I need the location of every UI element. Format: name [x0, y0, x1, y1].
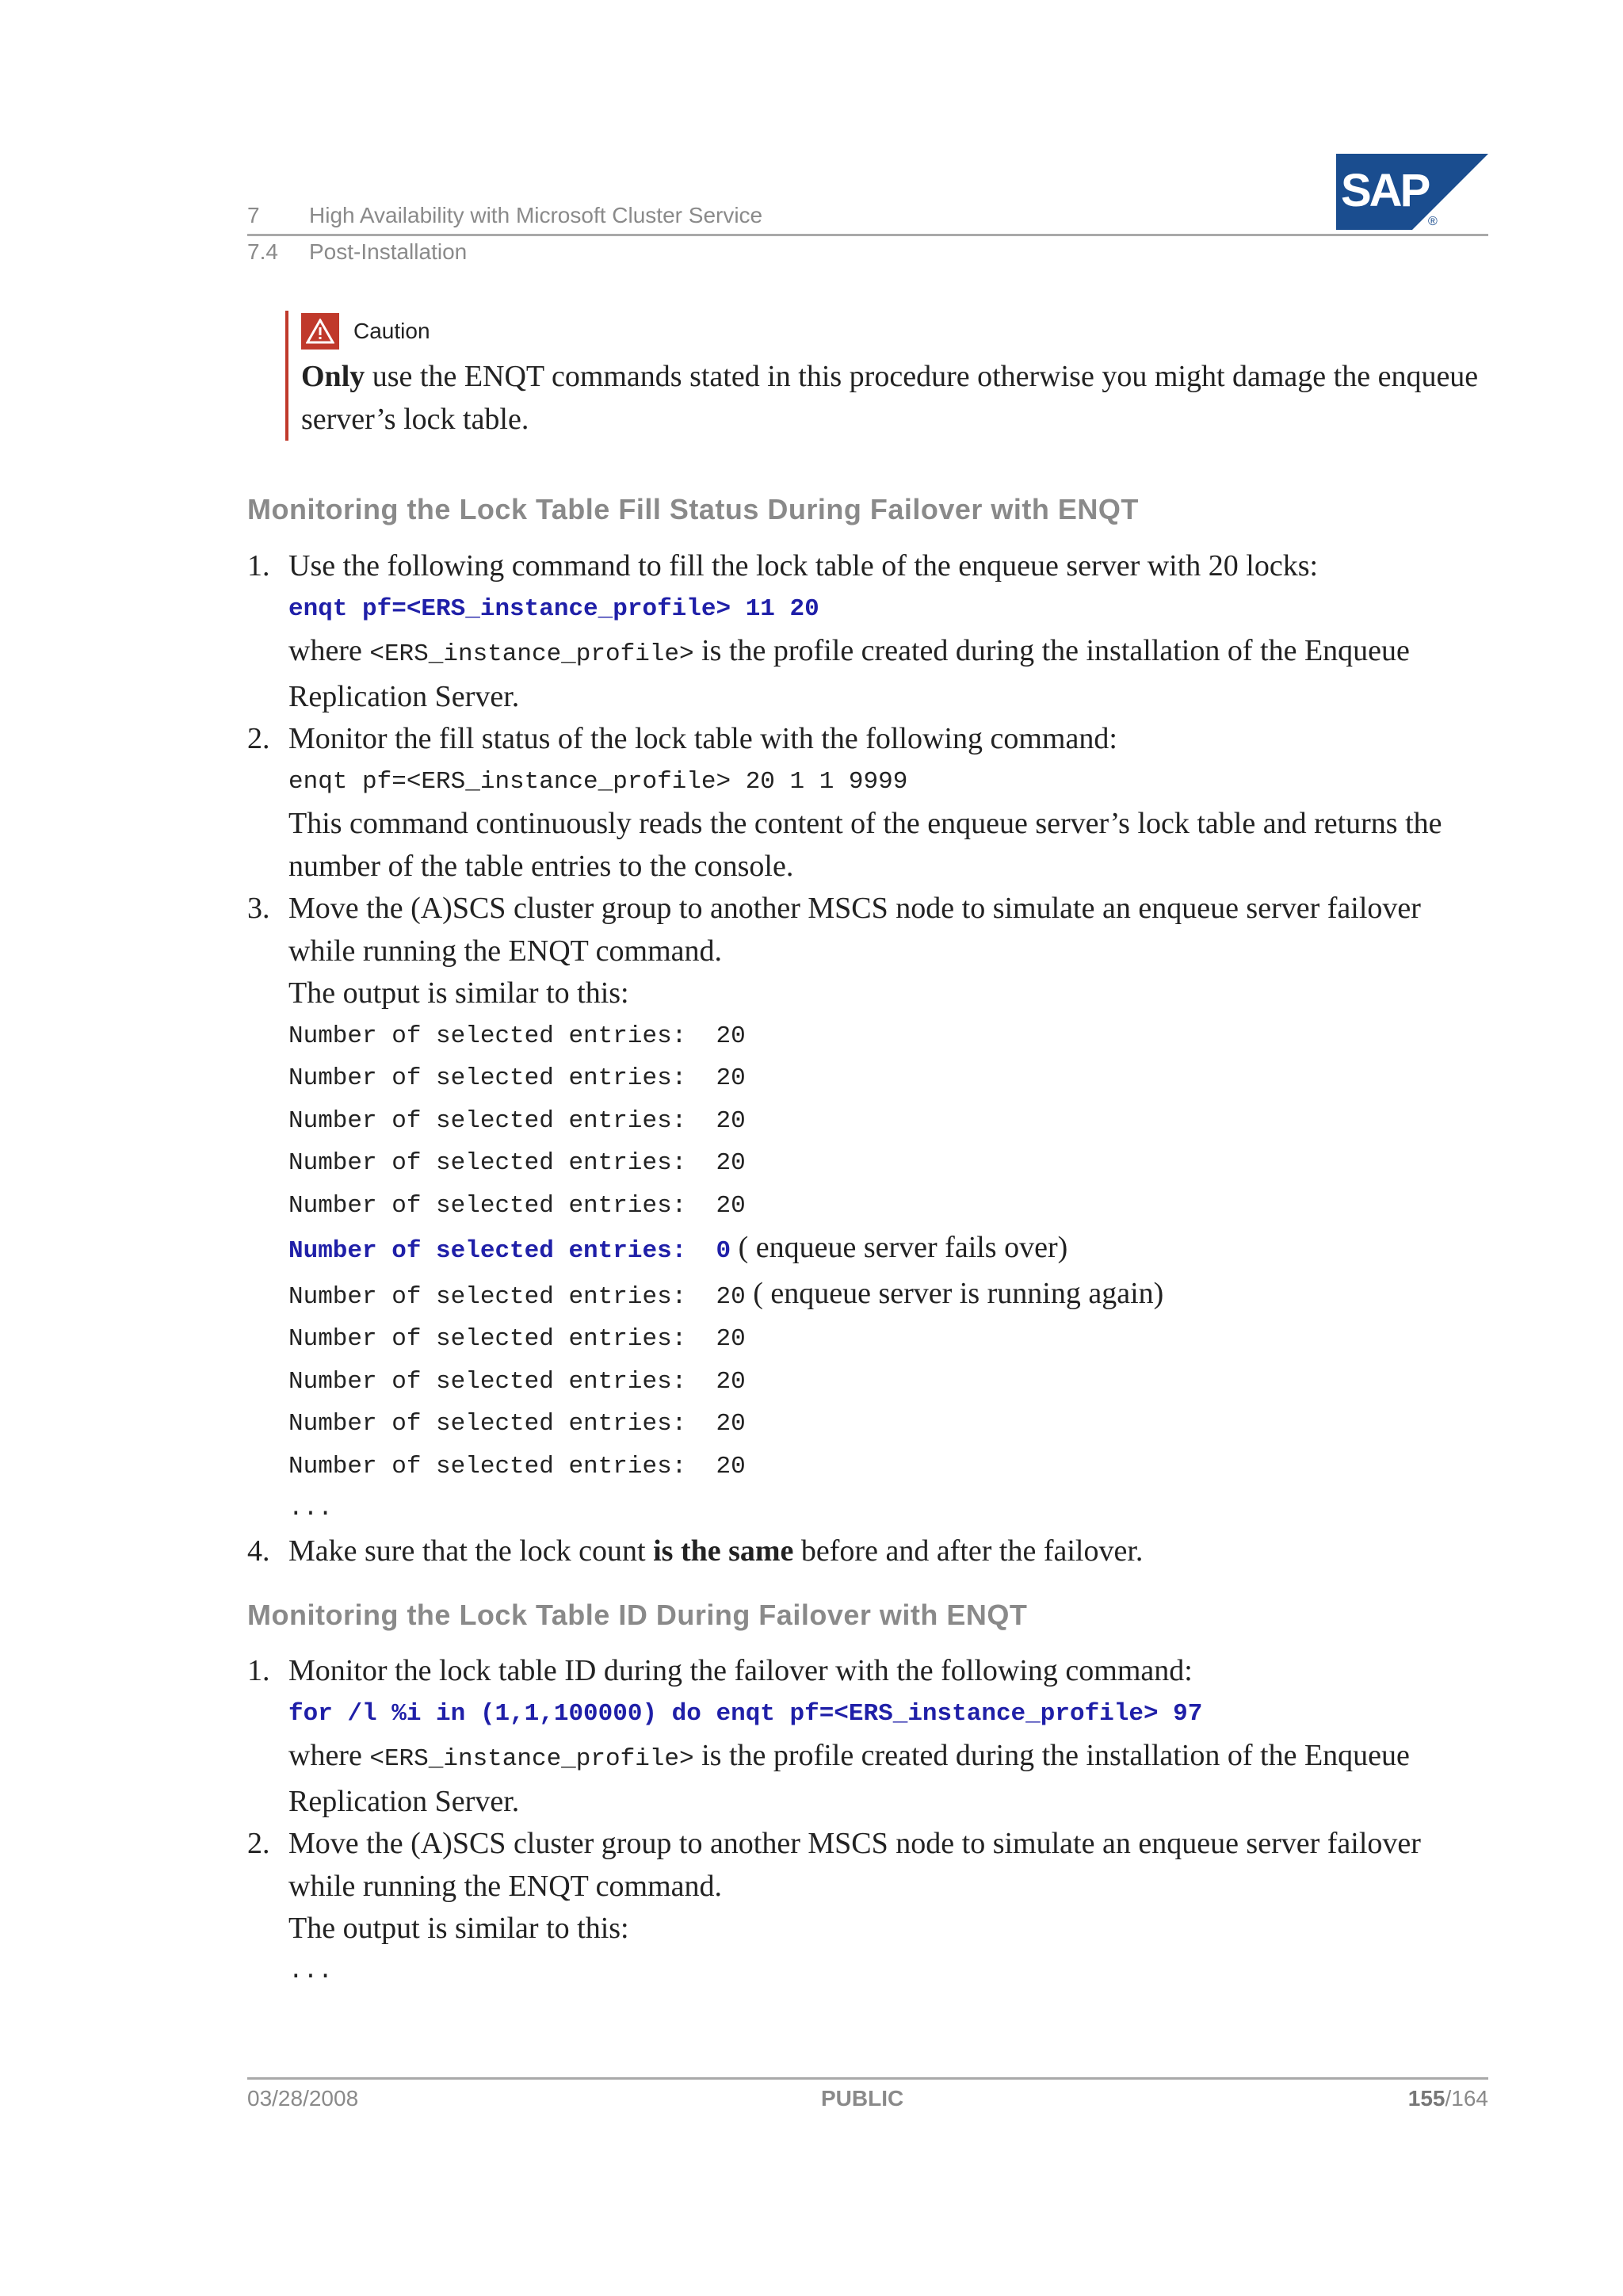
- step-number: 3.: [247, 892, 270, 925]
- footer-date: 03/28/2008: [247, 2086, 359, 2111]
- list-item: [247, 545, 1488, 718]
- total-pages: /164: [1445, 2086, 1488, 2111]
- step-number: 1.: [247, 549, 270, 583]
- fill-status-steps: [247, 545, 1488, 1572]
- output-line: Number of selected entries: 20: [288, 1064, 746, 1092]
- header-rule: [247, 234, 1488, 236]
- where-desc: is the profile created during the installation of the Enqueue Replication Server.: [288, 634, 1410, 713]
- console-output: [288, 1015, 1488, 1530]
- output-intro: The output is similar to this:: [288, 1912, 629, 1945]
- output-ellipsis: ...: [288, 1957, 333, 1985]
- where-text: where: [288, 1739, 370, 1772]
- list-item: [247, 1530, 1488, 1573]
- where-text: where: [288, 634, 370, 667]
- running-header-chapter: [247, 203, 762, 228]
- profile-code: <ERS_instance_profile>: [369, 640, 694, 668]
- step-text-bold: is the same: [653, 1534, 794, 1568]
- output-line: Number of selected entries: 20: [288, 1106, 746, 1135]
- output-line-recovered: [288, 1273, 1488, 1319]
- step-text: Move the (A)SCS cluster group to another MSCS node to simulate an enqueue server failover while running the ENQT command.: [288, 892, 1421, 968]
- list-item: [247, 1650, 1488, 1823]
- sap-logo: [1336, 154, 1488, 230]
- list-item: [247, 718, 1488, 888]
- output-line: Number of selected entries: 20: [288, 1325, 746, 1353]
- page-number: [1408, 2086, 1488, 2111]
- output-line: Number of selected entries: 20: [288, 1410, 746, 1438]
- footer-rule: [247, 2077, 1488, 2080]
- output-line-text: Number of selected entries: 20: [288, 1282, 746, 1311]
- section-number: 7.4: [247, 239, 278, 264]
- running-again-note: ( enqueue server is running again): [745, 1276, 1164, 1310]
- caution-label: Caution: [353, 319, 430, 343]
- output-line-failover: [288, 1227, 1488, 1273]
- step-text: Use the following command to fill the lock table of the enqueue server with 20 locks:: [288, 549, 1319, 583]
- output-line: Number of selected entries: 20: [288, 1022, 746, 1050]
- output-line-text: Number of selected entries: 0: [288, 1237, 731, 1265]
- failover-note: ( enqueue server fails over): [731, 1231, 1068, 1264]
- command-code: for /l %i in (1,1,100000) do enqt pf=<ERS_instance_profile> 97: [288, 1699, 1203, 1728]
- output-line: Number of selected entries: 20: [288, 1452, 746, 1480]
- section-title: Post-Installation: [309, 239, 468, 264]
- output-ellipsis: ...: [288, 1495, 333, 1522]
- step-text: Monitor the fill status of the lock table with the following command:: [288, 722, 1117, 755]
- caution-body-text: use the ENQT commands stated in this procedure otherwise you might damage the enqueue server’s lock table.: [301, 360, 1479, 436]
- step-text: Make sure that the lock count: [288, 1534, 654, 1568]
- section-heading-lock-table-id: Monitoring the Lock Table ID During Failover with ENQT: [247, 1599, 1028, 1631]
- chapter-title: High Availability with Microsoft Cluster Service: [309, 203, 763, 227]
- step-number: 4.: [247, 1534, 270, 1568]
- output-intro: The output is similar to this:: [288, 976, 629, 1010]
- chapter-number: 7: [247, 203, 260, 227]
- caution-header: [301, 311, 1490, 352]
- current-page: 155: [1407, 2086, 1445, 2111]
- output-line: Number of selected entries: 20: [288, 1149, 746, 1177]
- command-code: enqt pf=<ERS_instance_profile> 11 20: [288, 594, 819, 623]
- caution-box: [285, 311, 1490, 441]
- step-number: 2.: [247, 722, 270, 755]
- output-line: Number of selected entries: 20: [288, 1367, 746, 1396]
- list-item: [247, 888, 1488, 1530]
- output-line: Number of selected entries: 20: [288, 1191, 746, 1220]
- step-number: 2.: [247, 1827, 270, 1860]
- section-heading-fill-status: Monitoring the Lock Table Fill Status During Failover with ENQT: [247, 493, 1139, 525]
- caution-bold-lead: Only: [301, 360, 365, 393]
- step-text: Move the (A)SCS cluster group to another MSCS node to simulate an enqueue server failover while running the ENQT command.: [288, 1827, 1421, 1903]
- footer-classification: PUBLIC: [821, 2086, 904, 2111]
- warning-icon: [301, 313, 339, 350]
- running-header-section: [247, 239, 467, 265]
- step-number: 1.: [247, 1654, 270, 1687]
- svg-text:®: ®: [1428, 215, 1438, 228]
- step-text: Monitor the lock table ID during the failover with the following command:: [288, 1654, 1193, 1687]
- sap-logo-text: SAP: [1341, 165, 1429, 216]
- where-desc: is the profile created during the installation of the Enqueue Replication Server.: [288, 1739, 1410, 1818]
- command-code: enqt pf=<ERS_instance_profile> 20 1 1 9999: [288, 767, 908, 796]
- step-text-end: before and after the failover.: [793, 1534, 1144, 1568]
- step-explanation: This command continuously reads the content of the enqueue server’s lock table and returns the number of the table entries to the console.: [288, 807, 1442, 883]
- list-item: [247, 1823, 1488, 1992]
- profile-code: <ERS_instance_profile>: [369, 1745, 694, 1773]
- lock-table-id-steps: [247, 1650, 1488, 1992]
- caution-text: [301, 355, 1490, 441]
